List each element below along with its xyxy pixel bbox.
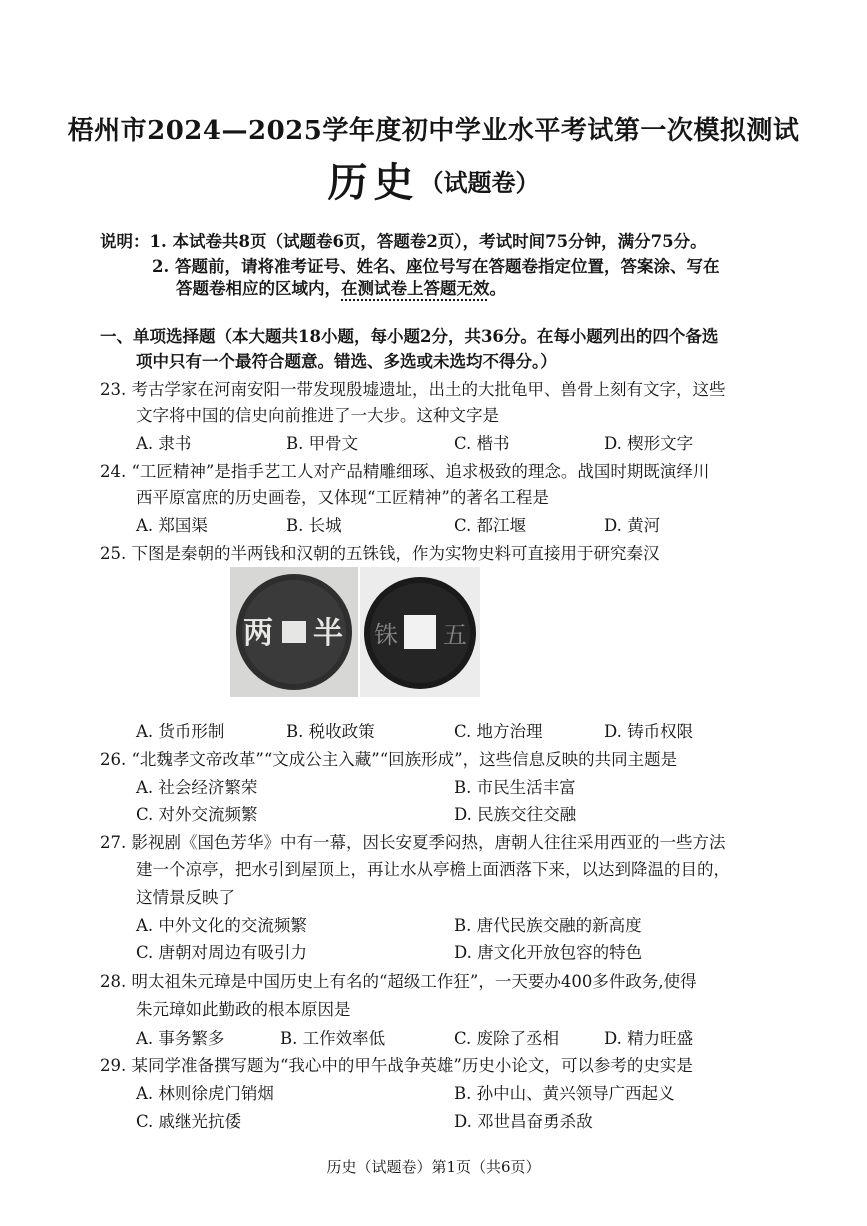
coin2-char-right: 五 xyxy=(443,621,467,649)
question-stem: 这情景反映了 xyxy=(136,888,235,907)
notes-item2-line2: 答题卷相应的区域内，在测试卷上答题无效。 xyxy=(176,279,506,298)
section-desc-line2: 项中只有一个最符合题意。错选、多选或未选均不得分。） xyxy=(136,352,557,371)
exam-title: 梧州市2024—2025学年度初中学业水平考试第一次模拟测试 xyxy=(67,116,800,146)
option-c: C. 楷书 xyxy=(454,434,510,453)
option-c: C. 戚继光抗倭 xyxy=(136,1112,242,1131)
coin1-char-left: 两 xyxy=(243,616,273,651)
question-stem: 23. 考古学家在河南安阳一带发现殷墟遗址，出土的大批龟甲、兽骨上刻有文字，这些 xyxy=(100,380,726,399)
question-stem: 文字将中国的信史向前推进了一大步。这种文字是 xyxy=(136,406,499,425)
emphasis-text: 在测试卷上答题无效 xyxy=(341,279,490,298)
subject-heading xyxy=(0,160,867,206)
question-stem: 29. 某同学准备撰写题为“我心中的甲午战争英雄”历史小论文，可以参考的史实是 xyxy=(100,1056,693,1075)
option-a: A. 货币形制 xyxy=(136,722,225,741)
option-b: B. 唐代民族交融的新高度 xyxy=(454,916,642,935)
option-d: D. 民族交往交融 xyxy=(454,805,577,824)
coin1-char-right: 半 xyxy=(313,616,343,651)
option-c: C. 都江堰 xyxy=(454,516,527,535)
option-a: A. 郑国渠 xyxy=(136,516,208,535)
option-b: B. 工作效率低 xyxy=(280,1029,386,1048)
option-b: B. 甲骨文 xyxy=(286,434,359,453)
coin2-char-left: 铢 xyxy=(374,621,398,649)
question-stem: 西平原富庶的历史画卷，又体现“工匠精神”的著名工程是 xyxy=(136,488,549,507)
option-b: B. 税收政策 xyxy=(286,722,375,741)
option-a: A. 林则徐虎门销烟 xyxy=(136,1084,274,1103)
option-b: B. 孙中山、黄兴领导广西起义 xyxy=(454,1084,675,1103)
option-c: C. 对外交流频繁 xyxy=(136,805,258,824)
question-stem: 27. 影视剧《国色芳华》中有一幕，因长安夏季闷热，唐朝人往往采用西亚的一些方法 xyxy=(100,833,726,852)
subject-name: 历史 xyxy=(327,159,420,206)
option-d: D. 铸币权限 xyxy=(604,722,694,741)
option-a: A. 事务繁多 xyxy=(136,1029,225,1048)
question-stem: 建一个凉亭，把水引到屋顶上，再让水从亭檐上面洒落下来，以达到降温的目的， xyxy=(136,860,730,879)
option-b: B. 市民生活丰富 xyxy=(454,778,576,797)
ban-liang-coin-image xyxy=(230,567,358,697)
question-stem: 25. 下图是秦朝的半两钱和汉朝的五铢钱，作为实物史料可直接用于研究秦汉 xyxy=(100,544,660,563)
option-d: D. 黄河 xyxy=(604,516,661,535)
question-stem: 24. “工匠精神”是指手艺工人对产品精雕细琢、追求极致的理念。战国时期既演绎川 xyxy=(100,462,710,481)
notes-item2-line1: 2. 答题前，请将准考证号、姓名、座位号写在答题卷指定位置，答案涂、写在 xyxy=(152,257,720,276)
option-c: C. 唐朝对周边有吸引力 xyxy=(136,943,308,962)
notes-item1: 说明：1. 本试卷共8页（试题卷6页，答题卷2页），考试时间75分钟，满分75分。 xyxy=(100,232,707,251)
question-stem: 朱元璋如此勤政的根本原因是 xyxy=(136,1000,351,1019)
option-d: D. 楔形文字 xyxy=(604,434,694,453)
option-a: A. 隶书 xyxy=(136,434,192,453)
option-a: A. 中外文化的交流频繁 xyxy=(136,916,307,935)
option-b: B. 长城 xyxy=(286,516,342,535)
section-header: 一、单项选择题（本大题共18小题，每小题2分，共36分。在每小题列出的四个备选 xyxy=(100,327,719,346)
option-c: C. 废除了丞相 xyxy=(454,1029,560,1048)
question-stem: 26. “北魏孝文帝改革”“文成公主入藏”“回族形成”，这些信息反映的共同主题是 xyxy=(100,750,678,769)
notes-label: 说明： xyxy=(100,232,150,251)
option-c: C. 地方治理 xyxy=(454,722,543,741)
option-d: D. 精力旺盛 xyxy=(604,1029,694,1048)
wu-zhu-coin-image xyxy=(360,567,480,697)
section-title: 一、单项选择题 xyxy=(100,327,216,346)
option-a: A. 社会经济繁荣 xyxy=(136,778,258,797)
option-d: D. 唐文化开放包容的特色 xyxy=(454,943,643,962)
paper-type-note: （试题卷） xyxy=(419,168,540,197)
option-d: D. 邓世昌奋勇杀敌 xyxy=(454,1112,593,1131)
page-footer: 历史（试题卷）第1页（共6页） xyxy=(326,1158,541,1176)
question-stem: 28. 明太祖朱元璋是中国历史上有名的“超级工作狂”，一天要办400多件政务,使得 xyxy=(100,972,697,991)
